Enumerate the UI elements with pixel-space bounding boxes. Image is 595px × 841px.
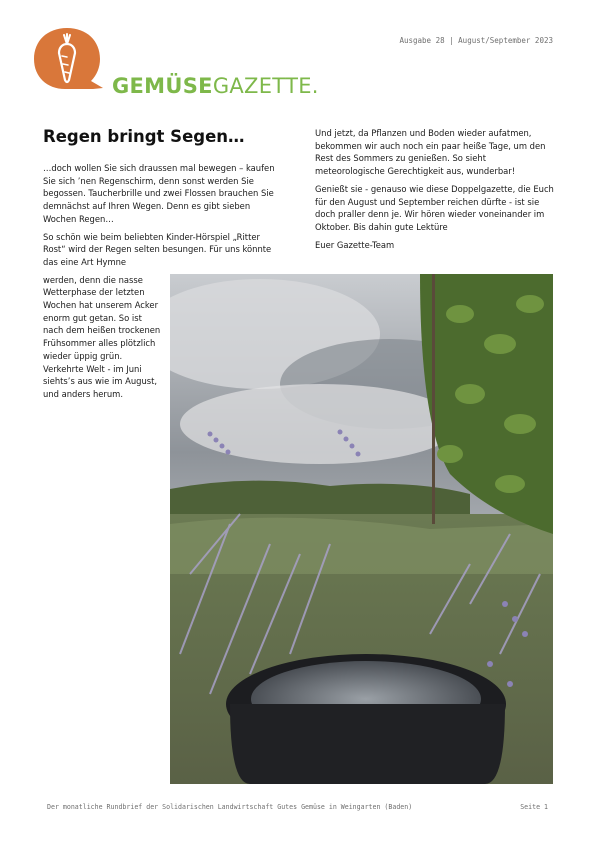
article-title: Regen bringt Segen…: [43, 127, 245, 146]
brand-bold: GEMÜSE: [112, 74, 213, 98]
page-number: Seite 1: [520, 803, 548, 811]
issue-label: Ausgabe 28 | August/September 2023: [399, 36, 553, 45]
paragraph: Genießt sie - genauso wie diese Doppelgazette, die Euch für den August und September reichen dürfte - ist sie doch praller denn je. Wir hören wieder voneinander im Oktober. Bis dahin gute Lektüre: [315, 183, 554, 232]
paragraph: …doch wollen Sie sich draussen mal bewegen – kaufen Sie sich ’nen Regenschirm, denn sonst werden Sie begossen. Taucherbrille und zwei Flossen brauchen Sie demnächst auf Ihren Wegen. Denn es gibt sieben Wochen Regen…: [43, 163, 275, 224]
lavender-rain-photo: [170, 274, 553, 784]
footer-text: Der monatliche Rundbrief der Solidarischen Landwirtschaft Gutes Gemüse in Weingarten (Baden): [47, 803, 413, 811]
brand-wordmark: [112, 74, 319, 98]
article-column-right: [315, 127, 555, 256]
carrot-logo-icon: [31, 26, 103, 94]
paragraph: werden, denn die nasse Wetterphase der letzten Wochen hat unserem Acker enorm gut getan. So ist nach dem heißen trockenen Frühsommer alles plötzlich wieder üppig grün. Verkehrte Welt - im Juni siehts’s aus wie im August, und anders herum.: [43, 274, 161, 399]
brand-rest: GAZETTE.: [212, 74, 319, 98]
signature: Euer Gazette-Team: [315, 239, 395, 250]
paragraph: Und jetzt, da Pflanzen und Boden wieder aufatmen, bekommen wir auch noch ein paar heiße Tage, um den Rest des Sommers zu genießen. So sieht meteorologische Gerechtigkeit aus, wunderbar!: [315, 128, 546, 177]
paragraph: So schön wie beim beliebten Kinder-Hörspiel „Ritter Rost“ wird der Regen selten besungen. Für uns könnte das eine Art Hymne: [43, 231, 272, 267]
